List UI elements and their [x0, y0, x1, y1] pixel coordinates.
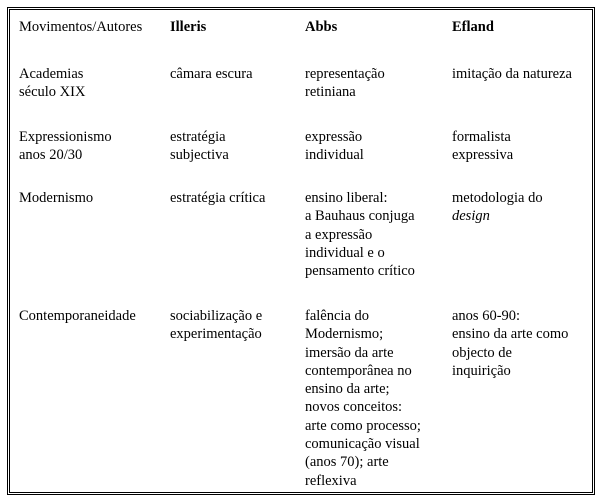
row-academias-efland: imitação da natureza	[452, 66, 572, 82]
row-academias-abbs: representação retiniana	[305, 66, 385, 101]
efland-italic-term: design	[452, 208, 490, 225]
row-modernismo-movement: Modernismo	[19, 190, 94, 206]
row-contemporaneidade-efland: anos 60-90: ensino da arte como objecto de inquirição	[452, 308, 569, 379]
row-expressionismo-efland: formalista expressiva	[452, 129, 514, 164]
row-contemporaneidade-movement: Contemporaneidade	[19, 308, 136, 324]
header-movements-authors: Movimentos/Autores	[19, 19, 143, 35]
header-illeris: Illeris	[170, 19, 207, 35]
row-modernismo-abbs: ensino liberal: a Bauhaus conjuga a expressão individual e o pensamento crítico	[305, 190, 415, 280]
row-academias-movement: Academias século XIX	[19, 66, 86, 101]
row-modernismo-illeris: estratégia crítica	[170, 190, 266, 206]
row-expressionismo-abbs: expressão individual	[305, 129, 364, 164]
row-modernismo-efland	[452, 189, 543, 226]
row-expressionismo-movement: Expressionismo anos 20/30	[19, 129, 112, 164]
header-efland: Efland	[452, 19, 494, 35]
row-expressionismo-illeris: estratégia subjectiva	[170, 129, 229, 164]
header-abbs: Abbs	[305, 19, 338, 35]
row-contemporaneidade-illeris: sociabilização e experimentação	[170, 308, 263, 343]
row-contemporaneidade-abbs: falência do Modernismo; imersão da arte contemporânea no ensino da arte; novos conceitos: arte como processo; comunicação visual (anos 70); arte reflexiva	[305, 308, 421, 489]
row-academias-illeris: câmara escura	[170, 66, 253, 82]
efland-text: metodologia do	[452, 190, 543, 206]
